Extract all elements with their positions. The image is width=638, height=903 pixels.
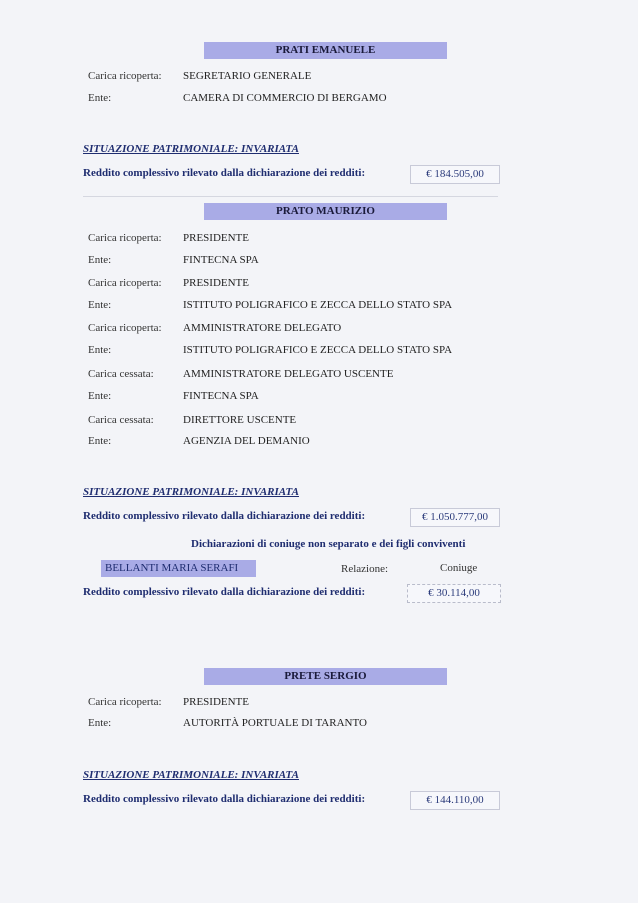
row-value: ISTITUTO POLIGRAFICO E ZECCA DELLO STATO SPA [183, 299, 453, 311]
row-label: Carica ricoperta: [88, 232, 162, 244]
situazione-patrimoniale: SITUAZIONE PATRIMONIALE: INVARIATA [83, 143, 299, 155]
relazione-value: Coniuge [440, 562, 478, 574]
row-label: Ente: [88, 390, 112, 402]
reddito-amount: € 184.505,00 [410, 165, 500, 184]
row-label: Carica ricoperta: [88, 277, 162, 289]
row-label: Ente: [88, 717, 112, 729]
coniuge-name: BELLANTI MARIA SERAFI [101, 560, 256, 577]
situazione-patrimoniale: SITUAZIONE PATRIMONIALE: INVARIATA [83, 769, 299, 781]
row-label: Carica ricoperta: [88, 322, 162, 334]
relazione-label: Relazione: [341, 563, 389, 575]
reddito-label: Reddito complessivo rilevato dalla dichiarazione dei redditi: [83, 510, 366, 522]
row-label: Ente: [88, 344, 112, 356]
reddito-amount: € 1.050.777,00 [410, 508, 500, 527]
row-label: Carica ricoperta: [88, 70, 162, 82]
row-value: AMMINISTRATORE DELEGATO USCENTE [183, 368, 394, 380]
row-value: PRESIDENTE [183, 696, 249, 708]
situazione-patrimoniale: SITUAZIONE PATRIMONIALE: INVARIATA [83, 486, 299, 498]
reddito-label: Reddito complessivo rilevato dalla dichiarazione dei redditi: [83, 586, 366, 598]
row-label: Carica cessata: [88, 414, 154, 426]
section-divider [83, 196, 498, 197]
reddito-label: Reddito complessivo rilevato dalla dichiarazione dei redditi: [83, 167, 366, 179]
row-value: PRESIDENTE [183, 277, 249, 289]
row-value: AGENZIA DEL DEMANIO [183, 435, 310, 447]
row-value: AMMINISTRATORE DELEGATO [183, 322, 342, 334]
row-value: FINTECNA SPA [183, 390, 259, 402]
row-label: Ente: [88, 435, 112, 447]
reddito-amount: € 144.110,00 [410, 791, 500, 810]
name-bar-prete: PRETE SERGIO [204, 668, 447, 685]
row-value: ISTITUTO POLIGRAFICO E ZECCA DELLO STATO SPA [183, 344, 453, 356]
row-label: Ente: [88, 299, 112, 311]
row-label: Ente: [88, 254, 112, 266]
row-value: AUTORITÀ PORTUALE DI TARANTO [183, 717, 367, 729]
row-value: CAMERA DI COMMERCIO DI BERGAMO [183, 92, 387, 104]
name-bar-prato: PRATO MAURIZIO [204, 203, 447, 220]
row-label: Carica cessata: [88, 368, 154, 380]
row-value: PRESIDENTE [183, 232, 249, 244]
coniuge-amount: € 30.114,00 [407, 584, 501, 603]
row-value: DIRETTORE USCENTE [183, 414, 297, 426]
row-value: FINTECNA SPA [183, 254, 259, 266]
row-value: SEGRETARIO GENERALE [183, 70, 312, 82]
reddito-label: Reddito complessivo rilevato dalla dichiarazione dei redditi: [83, 793, 366, 805]
coniuge-heading: Dichiarazioni di coniuge non separato e dei figli conviventi [191, 538, 466, 550]
row-label: Ente: [88, 92, 112, 104]
row-label: Carica ricoperta: [88, 696, 162, 708]
name-bar-prati: PRATI EMANUELE [204, 42, 447, 59]
